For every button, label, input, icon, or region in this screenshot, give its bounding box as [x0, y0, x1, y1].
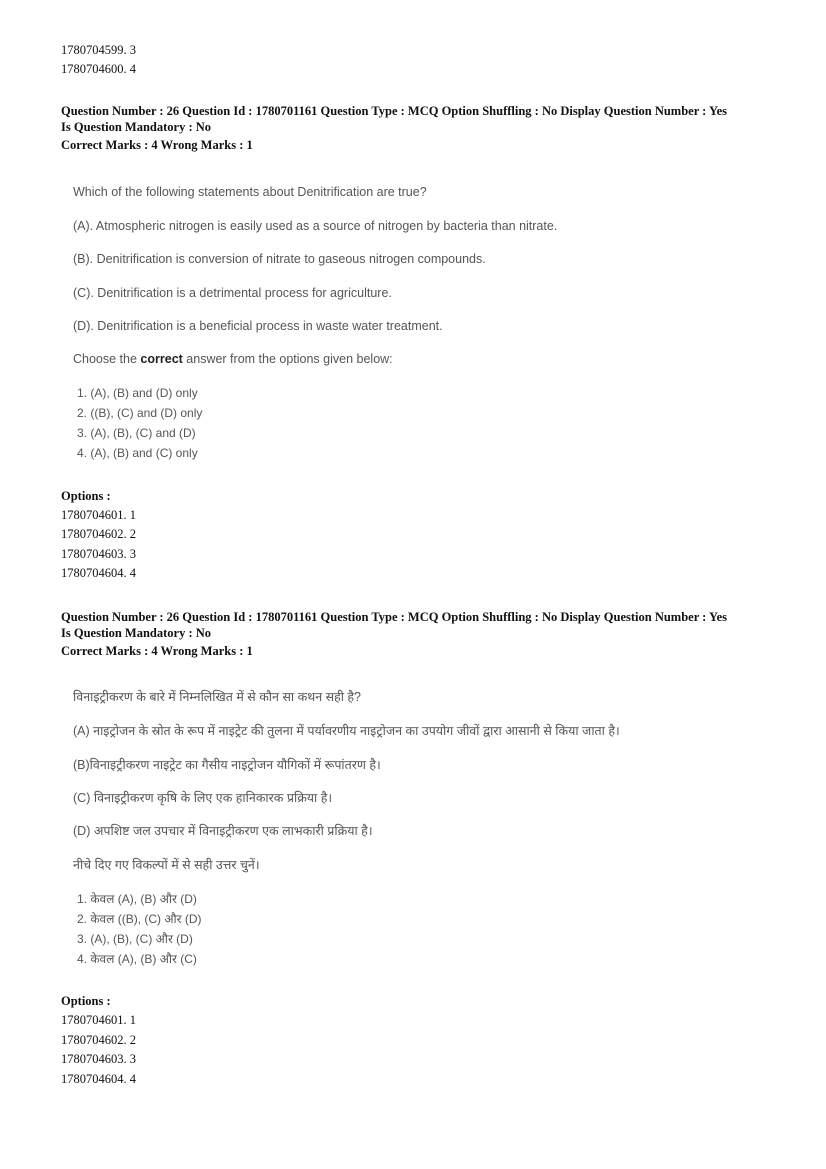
option-line: 1780704601. 1 [61, 508, 136, 522]
statement-c: (C). Denitrification is a detrimental process for agriculture. [73, 286, 392, 300]
instruction-pre: Choose the [73, 352, 141, 366]
question-marks: Correct Marks : 4 Wrong Marks : 1 [61, 138, 253, 152]
option-line: 1780704604. 4 [61, 1072, 136, 1086]
instruction-post: answer from the options given below: [182, 352, 393, 366]
choice-1: 1. केवल (A), (B) और (D) [77, 892, 197, 906]
question-text: Which of the following statements about Denitrification are true? [73, 185, 427, 199]
choice-4: 4. केवल (A), (B) और (C) [77, 952, 197, 966]
choice-1: 1. (A), (B) and (D) only [77, 386, 198, 400]
option-line: 1780704603. 3 [61, 1052, 136, 1066]
statement-b: (B). Denitrification is conversion of nitrate to gaseous nitrogen compounds. [73, 252, 486, 266]
option-line: 1780704603. 3 [61, 547, 136, 561]
option-line: 1780704604. 4 [61, 566, 136, 580]
instruction [73, 352, 393, 366]
instruction-bold: correct [140, 352, 183, 366]
question-mandatory: Is Question Mandatory : No [61, 120, 212, 134]
question-header: Question Number : 26 Question Id : 1780701161 Question Type : MCQ Option Shuffling : No Display Question Number : Yes [61, 610, 728, 624]
question-header: Question Number : 26 Question Id : 1780701161 Question Type : MCQ Option Shuffling : No Display Question Number : Yes [61, 104, 728, 118]
choice-3: 3. (A), (B), (C) और (D) [77, 932, 193, 946]
option-line: 1780704600. 4 [61, 62, 136, 76]
option-line: 1780704601. 1 [61, 1013, 136, 1027]
question-marks: Correct Marks : 4 Wrong Marks : 1 [61, 644, 253, 658]
option-line: 1780704602. 2 [61, 527, 136, 541]
instruction: नीचे दिए गए विकल्पों में से सही उत्तर चुनें। [73, 858, 260, 872]
statement-a: (A) नाइट्रोजन के स्रोत के रूप में नाइट्रेट की तुलना में पर्यावरणीय नाइट्रोजन का उपयोग जीवों द्वारा आसानी से किया जाता है। [73, 724, 620, 738]
statement-d: (D). Denitrification is a beneficial process in waste water treatment. [73, 319, 443, 333]
question-text: विनाइट्रीकरण के बारे में निम्नलिखित में से कौन सा कथन सही है? [73, 690, 362, 704]
choice-4: 4. (A), (B) and (C) only [77, 446, 198, 460]
statement-c: (C) विनाइट्रीकरण कृषि के लिए एक हानिकारक प्रक्रिया है। [73, 791, 333, 805]
option-line: 1780704602. 2 [61, 1033, 136, 1047]
choice-2: 2. केवल ((B), (C) और (D) [77, 912, 202, 926]
statement-b: (B)विनाइट्रीकरण नाइट्रेट का गैसीय नाइट्रोजन यौगिकों में रूपांतरण है। [73, 758, 381, 772]
options-label: Options : [61, 489, 111, 503]
option-line: 1780704599. 3 [61, 43, 136, 57]
choice-3: 3. (A), (B), (C) and (D) [77, 426, 196, 440]
statement-d: (D) अपशिष्ट जल उपचार में विनाइट्रीकरण एक लाभकारी प्रक्रिया है। [73, 824, 373, 838]
options-label: Options : [61, 994, 111, 1008]
question-mandatory: Is Question Mandatory : No [61, 626, 212, 640]
choice-2: 2. ((B), (C) and (D) only [77, 406, 203, 420]
statement-a: (A). Atmospheric nitrogen is easily used as a source of nitrogen by bacteria than nitrate. [73, 219, 558, 233]
